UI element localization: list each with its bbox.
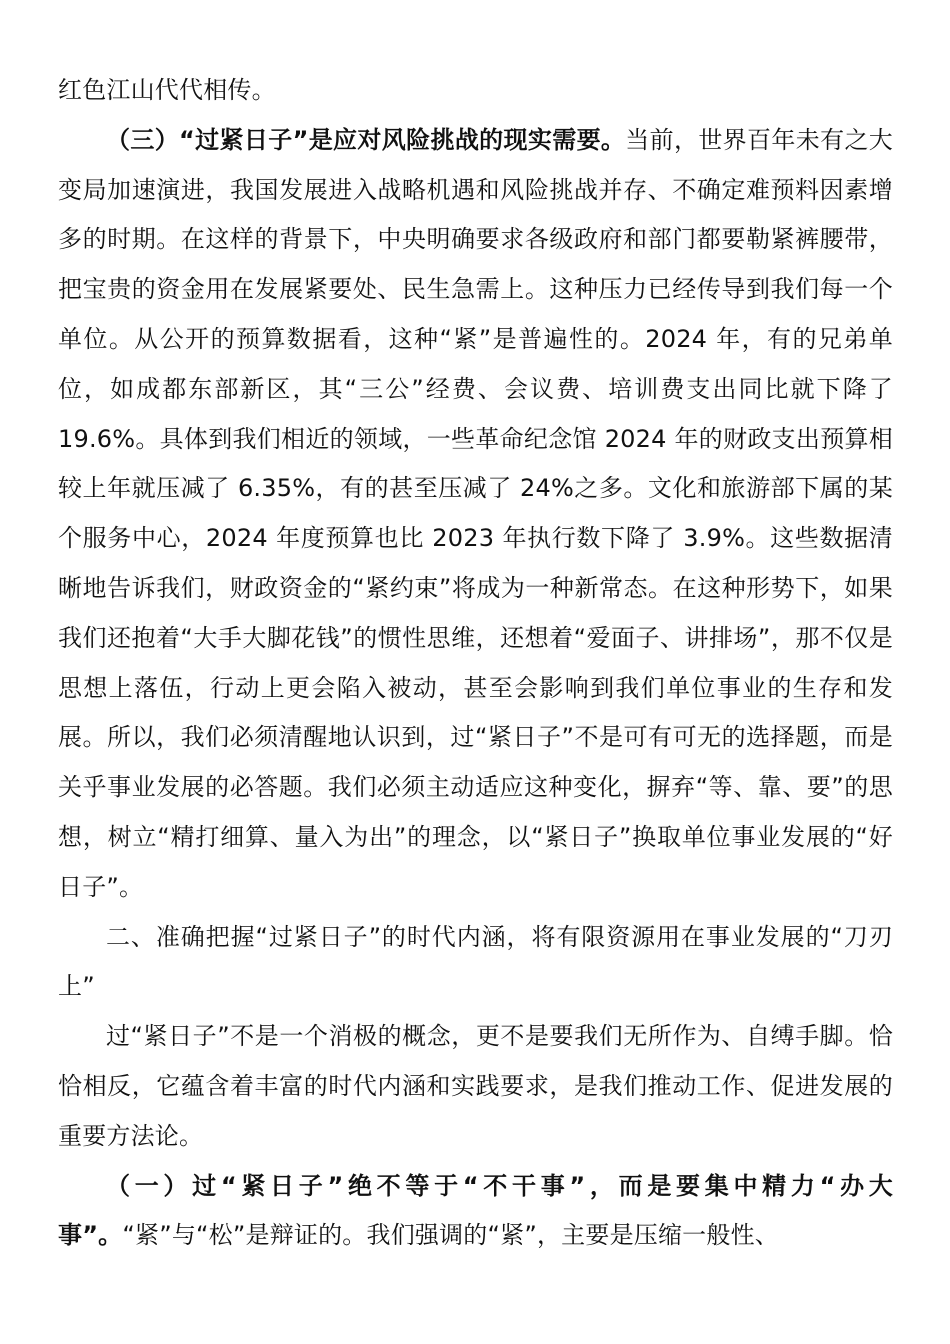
section-three-body: 当前，世界百年未有之大变局加速演进，我国发展进入战略机遇和风险挑战并存、不确定难预料因素增多的时期。在这样的背景下，中央明确要求各级政府和部门都要勒紧裤腰带，把宝贵的资金用在发展紧要处、民生急需上。这种压力已经传导到我们每一个单位。从公开的预算数据看，这种“紧”是普遍性的。2024 年，有的兄弟单位，如成都东部新区，其“三公”经费、会议费、培训费支出同比就下降了 19.6%。具体到我们相近的领域，一些革命纪念馆 2024 年的财政支出预算相较上年就压减了 6.35%，有的甚至压减了 24%之多。文化和旅游部下属的某个服务中心，2024 年度预算也比 2023 年执行数下降了 3.9%。这些数据清晰地告诉我们，财政资金的“紧约束”将成为一种新常态。在这种形势下，如果我们还抱着“大手大脚花钱”的惯性思维，还想着“爱面子、讲排场”，那不仅是思想上落伍，行动上更会陷入被动，甚至会影响到我们单位事业的生存和发展。所以，我们必须清醒地认识到，过“紧日子”不是可有可无的选择题，而是关乎事业发展的必答题。我们必须主动适应这种变化，摒弃“等、靠、要”的思想，树立“精打细算、量入为出”的理念，以“紧日子”换取单位事业发展的“好日子”。 xyxy=(58,125,893,901)
paragraph-continuation: 红色江山代代相传。 xyxy=(58,76,276,104)
paragraph-intro: 过“紧日子”不是一个消极的概念，更不是要我们无所作为、自缚手脚。恰恰相反，它蕴含着丰富的时代内涵和实践要求，是我们推动工作、促进发展的重要方法论。 xyxy=(58,1022,893,1150)
document-body xyxy=(58,66,893,1261)
section-one-body: “紧”与“松”是辩证的。我们强调的“紧”，主要是压缩一般性、 xyxy=(122,1221,779,1250)
section-one-heading: （一）过“紧日子”绝不等于“不干事”，而是要集中精力“办大事”。 xyxy=(58,1171,893,1250)
section-three-heading: （三）“过紧日子”是应对风险挑战的现实需要。 xyxy=(106,125,626,154)
paragraph-section-three xyxy=(58,116,893,913)
paragraph-section-one xyxy=(58,1162,893,1262)
chapter-two-heading: 二、准确把握“过紧日子”的时代内涵，将有限资源用在事业发展的“刀刃上” xyxy=(58,922,893,1001)
